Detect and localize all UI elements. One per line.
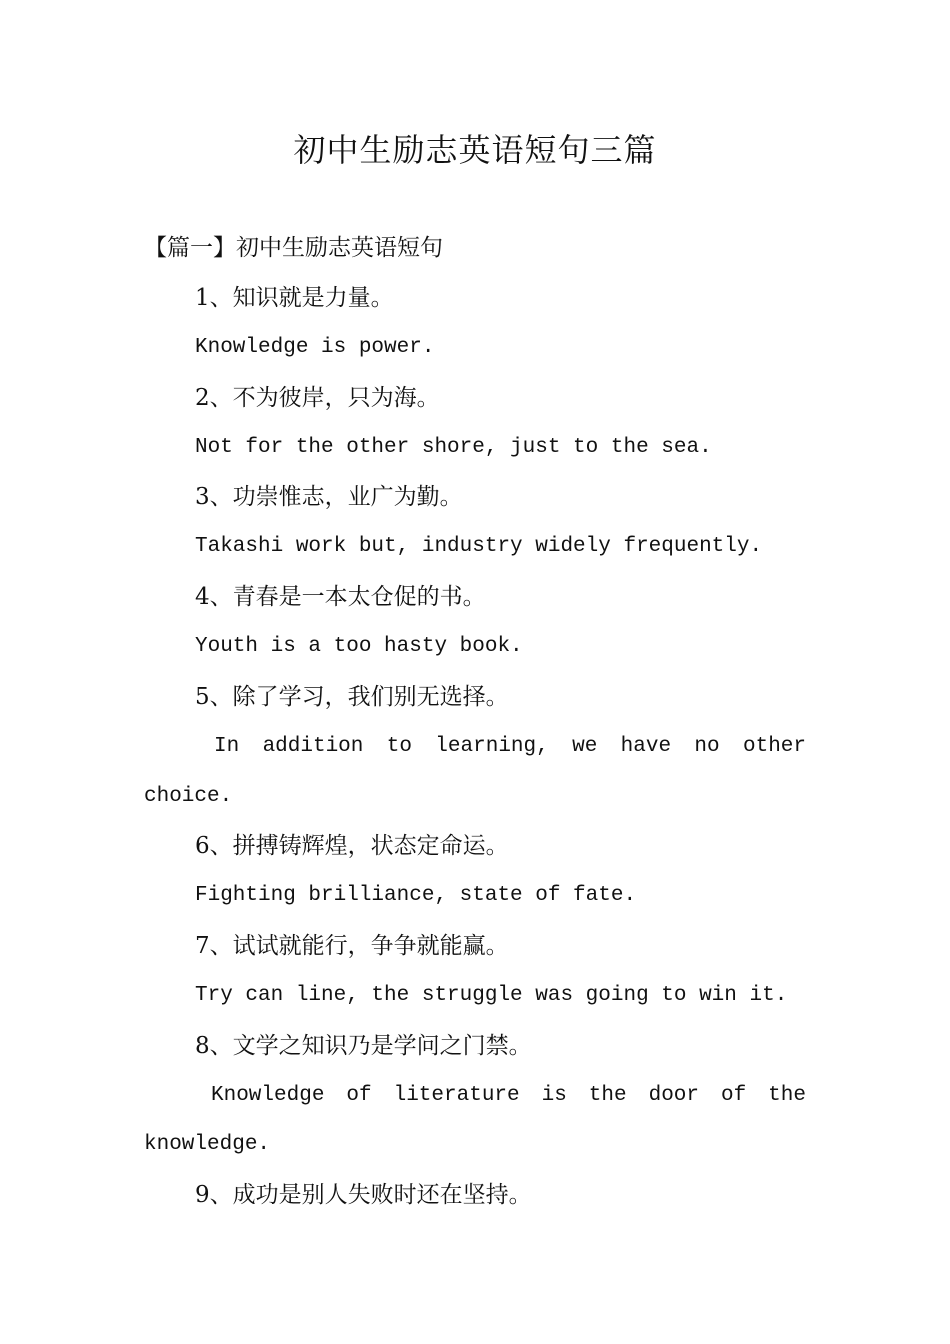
quote-chinese: 7、试试就能行，争争就能赢。 bbox=[195, 933, 509, 959]
quote-chinese: 1、知识就是力量。 bbox=[195, 285, 394, 311]
section-heading: 【篇一】初中生励志英语短句 bbox=[144, 235, 443, 261]
quote-chinese: 4、青春是一本太仓促的书。 bbox=[195, 584, 486, 610]
quote-english: Youth is a too hasty book. bbox=[195, 635, 523, 658]
quote-english: Knowledge of literature is the door of the bbox=[211, 1084, 806, 1107]
quote-chinese: 5、除了学习，我们别无选择。 bbox=[195, 684, 509, 710]
quote-english: Try can line, the struggle was going to win it. bbox=[195, 984, 788, 1007]
page-title: 初中生励志英语短句三篇 bbox=[293, 131, 657, 169]
quote-chinese: 9、成功是别人失败时还在坚持。 bbox=[195, 1182, 532, 1208]
quote-chinese: 2、不为彼岸，只为海。 bbox=[195, 385, 440, 411]
quote-chinese: 6、拼搏铸辉煌，状态定命运。 bbox=[195, 833, 509, 859]
quote-english: Not for the other shore, just to the sea. bbox=[195, 436, 712, 459]
quote-english-continued: knowledge. bbox=[144, 1133, 271, 1156]
quote-chinese: 3、功崇惟志，业广为勤。 bbox=[195, 484, 463, 510]
quote-english-continued: choice. bbox=[144, 785, 233, 808]
quote-english: Fighting brilliance, state of fate. bbox=[195, 884, 637, 907]
quote-english: Knowledge is power. bbox=[195, 336, 435, 359]
quote-english: Takashi work but, industry widely frequently. bbox=[195, 535, 763, 558]
quote-english: In addition to learning, we have no other bbox=[214, 735, 806, 758]
quote-chinese: 8、文学之知识乃是学问之门禁。 bbox=[195, 1033, 532, 1059]
